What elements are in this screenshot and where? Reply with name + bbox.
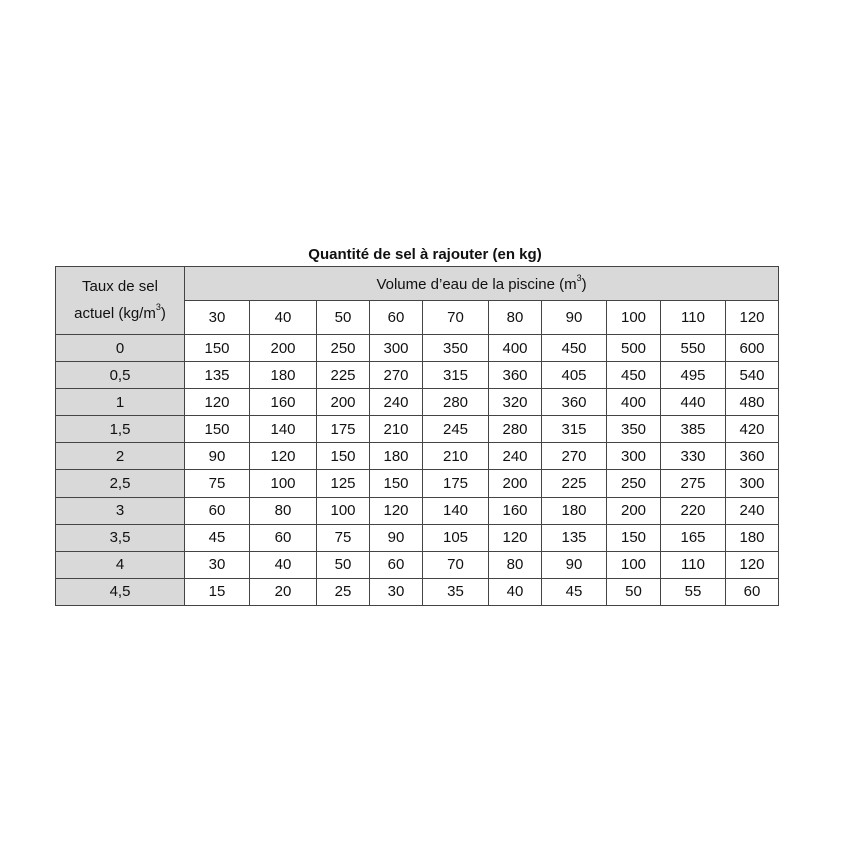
value-cell: 140: [423, 497, 489, 524]
value-cell: 270: [542, 443, 607, 470]
value-cell: 135: [542, 524, 607, 551]
table-row: [56, 362, 779, 389]
value-cell: 315: [542, 416, 607, 443]
rate-cell: 3: [56, 497, 185, 524]
volume-column-header: 80: [489, 301, 542, 335]
value-cell: 55: [661, 578, 726, 605]
rate-cell: 3,5: [56, 524, 185, 551]
value-cell: 495: [661, 362, 726, 389]
value-cell: 80: [250, 497, 317, 524]
value-cell: 600: [726, 335, 779, 362]
value-cell: 35: [423, 578, 489, 605]
value-cell: 210: [370, 416, 423, 443]
value-cell: 240: [370, 389, 423, 416]
volume-column-header: 30: [185, 301, 250, 335]
table-row: [56, 335, 779, 362]
volume-header: Volume d’eau de la piscine $(m^3)$: [185, 267, 779, 301]
value-cell: 210: [423, 443, 489, 470]
table-row: [56, 551, 779, 578]
value-cell: 150: [185, 335, 250, 362]
value-cell: 175: [423, 470, 489, 497]
value-cell: 15: [185, 578, 250, 605]
value-cell: 110: [661, 551, 726, 578]
value-cell: 360: [489, 362, 542, 389]
value-cell: 120: [726, 551, 779, 578]
value-cell: 120: [185, 389, 250, 416]
value-cell: 440: [661, 389, 726, 416]
volume-column-header: 60: [370, 301, 423, 335]
value-cell: 450: [607, 362, 661, 389]
value-cell: 50: [607, 578, 661, 605]
value-cell: 30: [185, 551, 250, 578]
value-cell: 360: [726, 443, 779, 470]
value-cell: 300: [370, 335, 423, 362]
table-row: [56, 578, 779, 605]
value-cell: 225: [542, 470, 607, 497]
value-cell: 180: [726, 524, 779, 551]
value-cell: 180: [250, 362, 317, 389]
value-cell: 540: [726, 362, 779, 389]
value-cell: 200: [317, 389, 370, 416]
value-cell: 245: [423, 416, 489, 443]
rate-cell: 0,5: [56, 362, 185, 389]
value-cell: 100: [250, 470, 317, 497]
value-cell: 350: [423, 335, 489, 362]
volume-column-header: 40: [250, 301, 317, 335]
value-cell: 450: [542, 335, 607, 362]
rate-cell: 0: [56, 335, 185, 362]
value-cell: 275: [661, 470, 726, 497]
value-cell: 330: [661, 443, 726, 470]
value-cell: 400: [489, 335, 542, 362]
value-cell: 350: [607, 416, 661, 443]
value-cell: 150: [317, 443, 370, 470]
value-cell: 400: [607, 389, 661, 416]
value-cell: 270: [370, 362, 423, 389]
value-cell: 125: [317, 470, 370, 497]
value-cell: 550: [661, 335, 726, 362]
rate-header-line2: actuel $(kg/m^3)$: [74, 302, 166, 322]
table-row: [56, 497, 779, 524]
volume-column-header: 100: [607, 301, 661, 335]
value-cell: 360: [542, 389, 607, 416]
value-cell: 280: [489, 416, 542, 443]
value-cell: 385: [661, 416, 726, 443]
value-cell: 150: [370, 470, 423, 497]
value-cell: 40: [489, 578, 542, 605]
value-cell: 45: [185, 524, 250, 551]
value-cell: 75: [185, 470, 250, 497]
value-cell: 480: [726, 389, 779, 416]
value-cell: 80: [489, 551, 542, 578]
salt-table: [55, 266, 779, 606]
value-cell: 100: [607, 551, 661, 578]
value-cell: 100: [317, 497, 370, 524]
value-cell: 405: [542, 362, 607, 389]
value-cell: 300: [607, 443, 661, 470]
value-cell: 420: [726, 416, 779, 443]
volume-column-header: 90: [542, 301, 607, 335]
value-cell: 20: [250, 578, 317, 605]
volume-column-header: 50: [317, 301, 370, 335]
rate-cell: 4: [56, 551, 185, 578]
value-cell: 60: [250, 524, 317, 551]
value-cell: 90: [370, 524, 423, 551]
rate-cell: 2: [56, 443, 185, 470]
value-cell: 250: [317, 335, 370, 362]
value-cell: 40: [250, 551, 317, 578]
value-cell: 200: [607, 497, 661, 524]
value-cell: 180: [542, 497, 607, 524]
rate-cell: 1: [56, 389, 185, 416]
value-cell: 200: [250, 335, 317, 362]
value-cell: 50: [317, 551, 370, 578]
value-cell: 120: [370, 497, 423, 524]
rate-cell: 4,5: [56, 578, 185, 605]
volume-column-header: 70: [423, 301, 489, 335]
table-row: [56, 416, 779, 443]
value-cell: 60: [370, 551, 423, 578]
value-cell: 25: [317, 578, 370, 605]
value-cell: 165: [661, 524, 726, 551]
value-cell: 60: [185, 497, 250, 524]
value-cell: 150: [185, 416, 250, 443]
value-cell: 90: [542, 551, 607, 578]
value-cell: 120: [250, 443, 317, 470]
value-cell: 225: [317, 362, 370, 389]
table-row: [56, 443, 779, 470]
value-cell: 175: [317, 416, 370, 443]
value-cell: 160: [489, 497, 542, 524]
value-cell: 320: [489, 389, 542, 416]
value-cell: 150: [607, 524, 661, 551]
value-cell: 105: [423, 524, 489, 551]
rate-cell: 2,5: [56, 470, 185, 497]
value-cell: 500: [607, 335, 661, 362]
value-cell: 70: [423, 551, 489, 578]
volume-column-header: 120: [726, 301, 779, 335]
table-title: Quantité de sel à rajouter (en kg): [308, 246, 542, 263]
rate-cell: 1,5: [56, 416, 185, 443]
value-cell: 60: [726, 578, 779, 605]
volume-column-header: 110: [661, 301, 726, 335]
value-cell: 30: [370, 578, 423, 605]
value-cell: 200: [489, 470, 542, 497]
value-cell: 45: [542, 578, 607, 605]
table-row: [56, 524, 779, 551]
value-cell: 90: [185, 443, 250, 470]
value-cell: 140: [250, 416, 317, 443]
value-cell: 135: [185, 362, 250, 389]
value-cell: 180: [370, 443, 423, 470]
value-cell: 300: [726, 470, 779, 497]
rate-header-line1: Taux de sel: [82, 278, 158, 295]
value-cell: 240: [489, 443, 542, 470]
value-cell: 250: [607, 470, 661, 497]
value-cell: 315: [423, 362, 489, 389]
value-cell: 160: [250, 389, 317, 416]
table-body: [56, 335, 779, 606]
table-row: [56, 389, 779, 416]
value-cell: 220: [661, 497, 726, 524]
value-cell: 240: [726, 497, 779, 524]
value-cell: 120: [489, 524, 542, 551]
value-cell: 75: [317, 524, 370, 551]
table-row: [56, 470, 779, 497]
rate-column-header: [56, 267, 185, 335]
value-cell: 280: [423, 389, 489, 416]
